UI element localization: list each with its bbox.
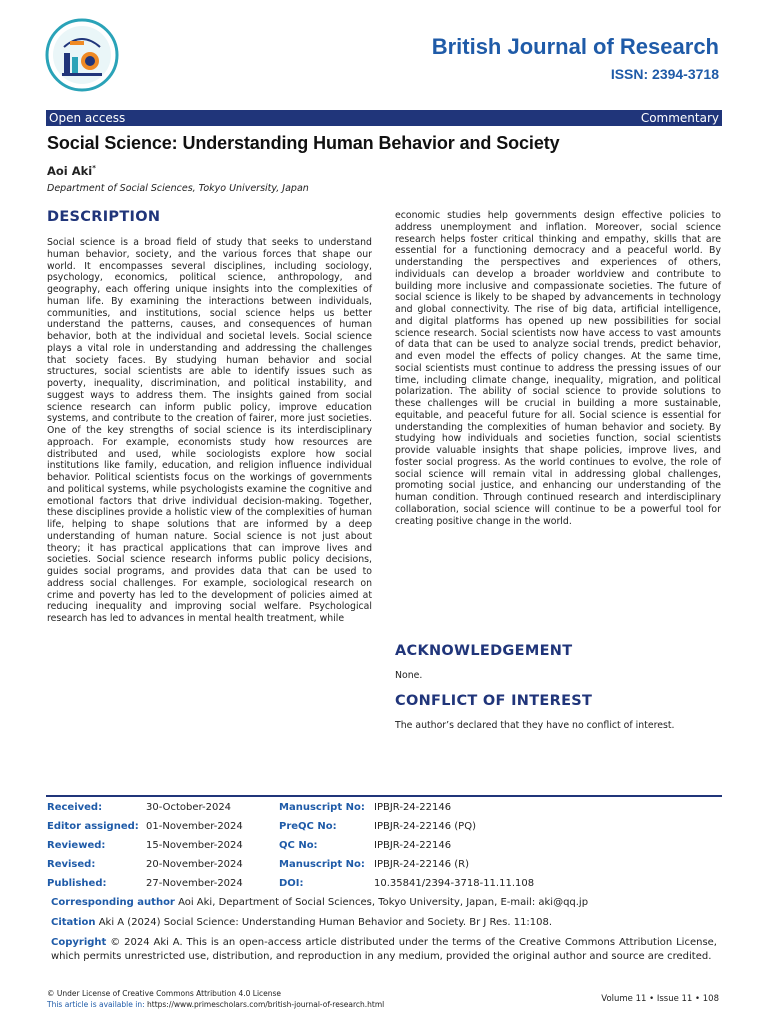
author-name: Aoi Aki* [47, 164, 96, 178]
metadata-row [47, 817, 574, 836]
metadata-value: 20-November-2024 [146, 859, 243, 870]
metadata-label: Revised: [47, 859, 96, 870]
metadata-table [47, 798, 574, 893]
metadata-row [47, 855, 574, 874]
metadata-divider [46, 795, 722, 797]
metadata-label: Received: [47, 802, 103, 813]
metadata-row [47, 874, 574, 893]
metadata-value: 27-November-2024 [146, 878, 243, 889]
metadata-value: 10.35841/2394-3718-11.11.108 [374, 878, 535, 889]
metadata-value: IPBJR-24-22146 [374, 840, 452, 851]
metadata-label: Manuscript No: [279, 859, 365, 870]
metadata-value: IPBJR-24-22146 (PQ) [374, 821, 476, 832]
corresponding-author: Corresponding author Aoi Aki, Department of Social Sciences, Tokyo University, Japan, E-mail: aki@qq.jp [51, 897, 589, 908]
article-title: Social Science: Understanding Human Behavior and Society [47, 133, 560, 153]
metadata-label: DOI: [279, 878, 304, 889]
article-type-label: Commentary [640, 111, 719, 125]
metadata-value: IPBJR-24-22146 [374, 802, 452, 813]
article-type-bar [46, 110, 722, 126]
metadata-value: 01-November-2024 [146, 821, 243, 832]
issn: ISSN: 2394-3718 [610, 66, 719, 82]
metadata-row [47, 798, 574, 817]
acknowledgement-heading: ACKNOWLEDGEMENT [395, 643, 573, 659]
metadata-label: Published: [47, 878, 107, 889]
journal-url-link[interactable]: https://www.primescholars.com/british-journal-of-research.html [147, 1000, 385, 1009]
description-paragraph-continued: economic studies help governments design effective policies to address unemployment and inflation. Moreover, social science research helps foster critical thinking and empathy, skills that are essential for a functioning democracy and a peaceful world. By understanding the perspectives and experiences of others, individuals can develop a broader worldview and contribute to building more inclusive and compassionate societies. The future of social science is likely to be shaped by advancements in technology and global connectivity. The rise of big data, artificial intelligence, and digital platforms has opened up new possibilities for social science research. Social scientists now have access to vast amounts of data that can be used to analyze social trends, predict behavior, and even model the effects of policy changes. At the same time, social scientists must continue to address the pressing issues of our time, including climate change, inequality, migration, and political polarization. The ability of social science to provide solutions to these challenges will be crucial in building a more sustainable, equitable, and peaceful future for all. Social science is essential for understanding the complexities of human behavior and society. By studying how individuals and societies function, social scientists provide valuable insights that shape policies, improve lives, and foster social progress. As the world continues to evolve, the role of social science will remain vital in addressing global challenges, promoting social justice, and enhancing our understanding of the human condition. Through continued research and interdisciplinary collaboration, social science will continue to be a powerful tool for creating positive change in the world. [395, 210, 721, 527]
license-note: © Under License of Creative Commons Attribution 4.0 License [47, 989, 282, 998]
description-left-column [47, 237, 372, 625]
copyright: Copyright © 2024 Aki A. This is an open-access article distributed under the terms of the Creative Commons Attribution License, which permits unrestricted use, distribution, and reproduction in any medium, provided the original author and source are credited. [51, 937, 717, 962]
volume-issue: Volume 11 • Issue 11 • 108 [601, 994, 719, 1004]
metadata-label: QC No: [279, 840, 318, 851]
conflict-text: The author’s declared that they have no conflict of interest. [395, 720, 675, 731]
acknowledgement-text: None. [395, 670, 423, 681]
citation: Citation Aki A (2024) Social Science: Understanding Human Behavior and Society. Br J Res. 11:108. [51, 917, 553, 928]
access-label: Open access [49, 111, 126, 125]
metadata-row [47, 836, 574, 855]
metadata-label: Reviewed: [47, 840, 106, 851]
metadata-label: PreQC No: [279, 821, 337, 832]
metadata-label: Editor assigned: [47, 821, 139, 832]
description-heading: DESCRIPTION [47, 209, 161, 225]
description-paragraph: Social science is a broad field of study that seeks to understand human behavior, society, and the various forces that shape our world. It encompasses several disciplines, including sociology, psychology, economics, political science, anthropology, and geography, each offering unique insights into the complexities of human life. By examining the interactions between individuals, communities, and institutions, social science helps us better understand the patterns, causes, and consequences of human behavior, both at the individual and societal levels. Social science plays a vital role in understanding and addressing the challenges that society faces. By studying human behavior and social structures, social scientists are able to identify issues such as poverty, inequality, discrimination, and political instability, and suggest ways to address them. The insights gained from social science research can inform public policy, improve education systems, and contribute to the creation of fairer, more just societies. One of the key strengths of social science is its interdisciplinary approach. For example, economists study how resources are distributed and used, while sociologists explore how social institutions like family, education, and religion influence individual behavior. Political scientists focus on the workings of governments and political systems, while psychologists examine the cognitive and emotional factors that drive individual decision-making. Together, these disciplines provide a holistic view of the complexities of human life, helping to shape solutions that are informed by a deep understanding of human nature. Social science is not just about theory; it has practical applications that can improve lives and societies. Social science research informs public policy decisions, guides social programs, and provides data that can be used to address social challenges. For example, sociological research on crime and poverty has led to the development of policies aimed at reducing inequality and improving social welfare. Psychological research has led to advances in mental health treatment, while [47, 237, 372, 624]
journal-title: British Journal of Research [431, 34, 719, 59]
affiliation: Department of Social Sciences, Tokyo University, Japan [47, 183, 309, 194]
availability-note: This article is available in: https://www.primescholars.com/british-journal-of-research.html [47, 1000, 385, 1009]
description-right-column [395, 210, 721, 527]
metadata-value: 30-October-2024 [146, 802, 232, 813]
conflict-heading: CONFLICT OF INTEREST [395, 693, 593, 709]
metadata-value: IPBJR-24-22146 (R) [374, 859, 470, 870]
metadata-label: Manuscript No: [279, 802, 365, 813]
metadata-value: 15-November-2024 [146, 840, 243, 851]
journal-logo-icon [44, 17, 120, 93]
